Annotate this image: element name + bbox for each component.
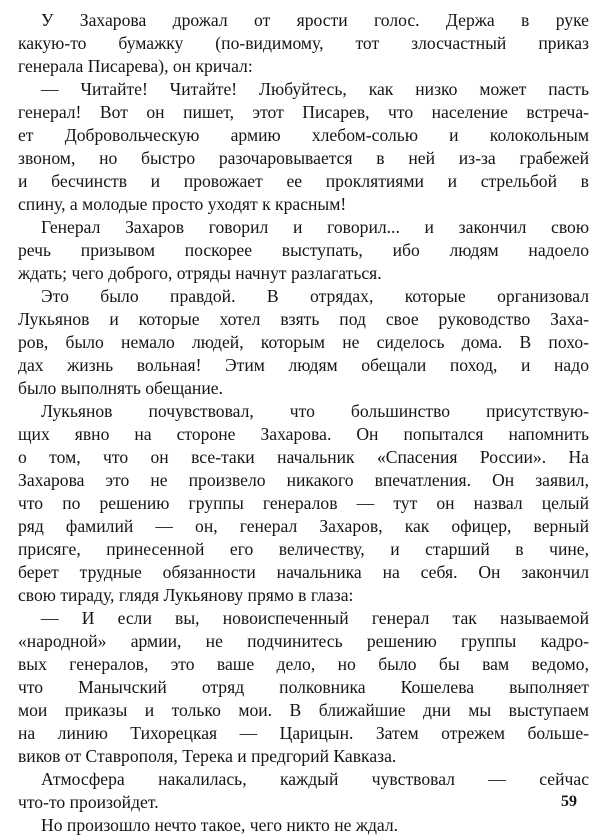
text-line: было выполнять обещание. (18, 378, 223, 398)
text-line: о том, что он все-таки начальник «Спасения России». На (18, 447, 589, 467)
text-line: ров, было немало людей, которым не сиделось дома. В похо- (18, 332, 589, 352)
text-line: генерала Писарева), он кричал: (18, 56, 253, 76)
text-line: щих явно на стороне Захарова. Он попытался напомнить (18, 424, 589, 444)
body-text (18, 9, 589, 837)
text-line: дах жизнь вольная! Этим людям обещали поход, и надо (18, 355, 589, 375)
text-line: речь призывом поскорее выступать, ибо людям надоело (18, 240, 589, 260)
text-line: звоном, но быстро разочаровывается в ней из-за грабежей (18, 148, 589, 168)
page-number: 59 (561, 793, 577, 810)
text-line: Это было правдой. В отрядах, которые организовал (41, 286, 589, 306)
text-line: свою тираду, глядя Лукьянову прямо в глаза: (18, 585, 354, 605)
text-line: Атмосфера накалилась, каждый чувствовал — сейчас (41, 769, 589, 789)
text-line: ждать; чего доброго, отряды начнут разлагаться. (18, 263, 382, 283)
text-line: вых генералов, это ваше дело, но было бы вам ведомо, (18, 654, 589, 674)
text-line: ряд фамилий — он, генерал Захаров, как офицер, верный (18, 516, 589, 536)
text-line: присяге, принесенной его величеству, и старший в чине, (18, 539, 589, 559)
text-line: какую-то бумажку (по-видимому, тот злосчастный приказ (18, 33, 589, 53)
text-line: берет трудные обязанности начальника на себя. Он закончил (18, 562, 589, 582)
text-line: Но произошло нечто такое, чего никто не ждал. (41, 815, 399, 835)
text-line: «народной» армии, не подчинитесь решению группы кадро- (18, 631, 589, 651)
text-line: и бесчинств и провожает ее проклятиями и стрельбой в (18, 171, 589, 191)
text-line: на линию Тихорецкая — Царицын. Затем отрежем больше- (18, 723, 589, 743)
text-line: Генерал Захаров говорил и говорил... и закончил свою (41, 217, 589, 237)
text-line: что Манычский отряд полковника Кошелева выполняет (18, 677, 589, 697)
text-line: — И если вы, новоиспеченный генерал так называемой (41, 608, 589, 628)
text-line: — Читайте! Читайте! Любуйтесь, как низко может пасть (41, 79, 589, 99)
text-line: мои приказы и только мои. В ближайшие дни мы выступаем (18, 700, 589, 720)
text-line: что-то произойдет. (18, 792, 159, 812)
text-line: Захарова это не произвело никакого впечатления. Он заявил, (18, 470, 589, 490)
text-line: виков от Ставрополя, Терека и предгорий Кавказа. (18, 746, 397, 766)
text-line: ет Добровольческую армию хлебом-солью и колокольным (18, 125, 589, 145)
text-line: Лукьянов и которые хотел взять под свое руководство Заха- (18, 309, 589, 329)
text-line: Лукьянов почувствовал, что большинство присутствую- (41, 401, 589, 421)
text-line: У Захарова дрожал от ярости голос. Держа в руке (41, 10, 589, 30)
text-line: генерал! Вот он пишет, этот Писарев, что население встреча- (18, 102, 589, 122)
text-line: спину, а молодые просто уходят к красным! (18, 194, 347, 214)
text-line: что по решению группы генералов — тут он назвал целый (18, 493, 589, 513)
